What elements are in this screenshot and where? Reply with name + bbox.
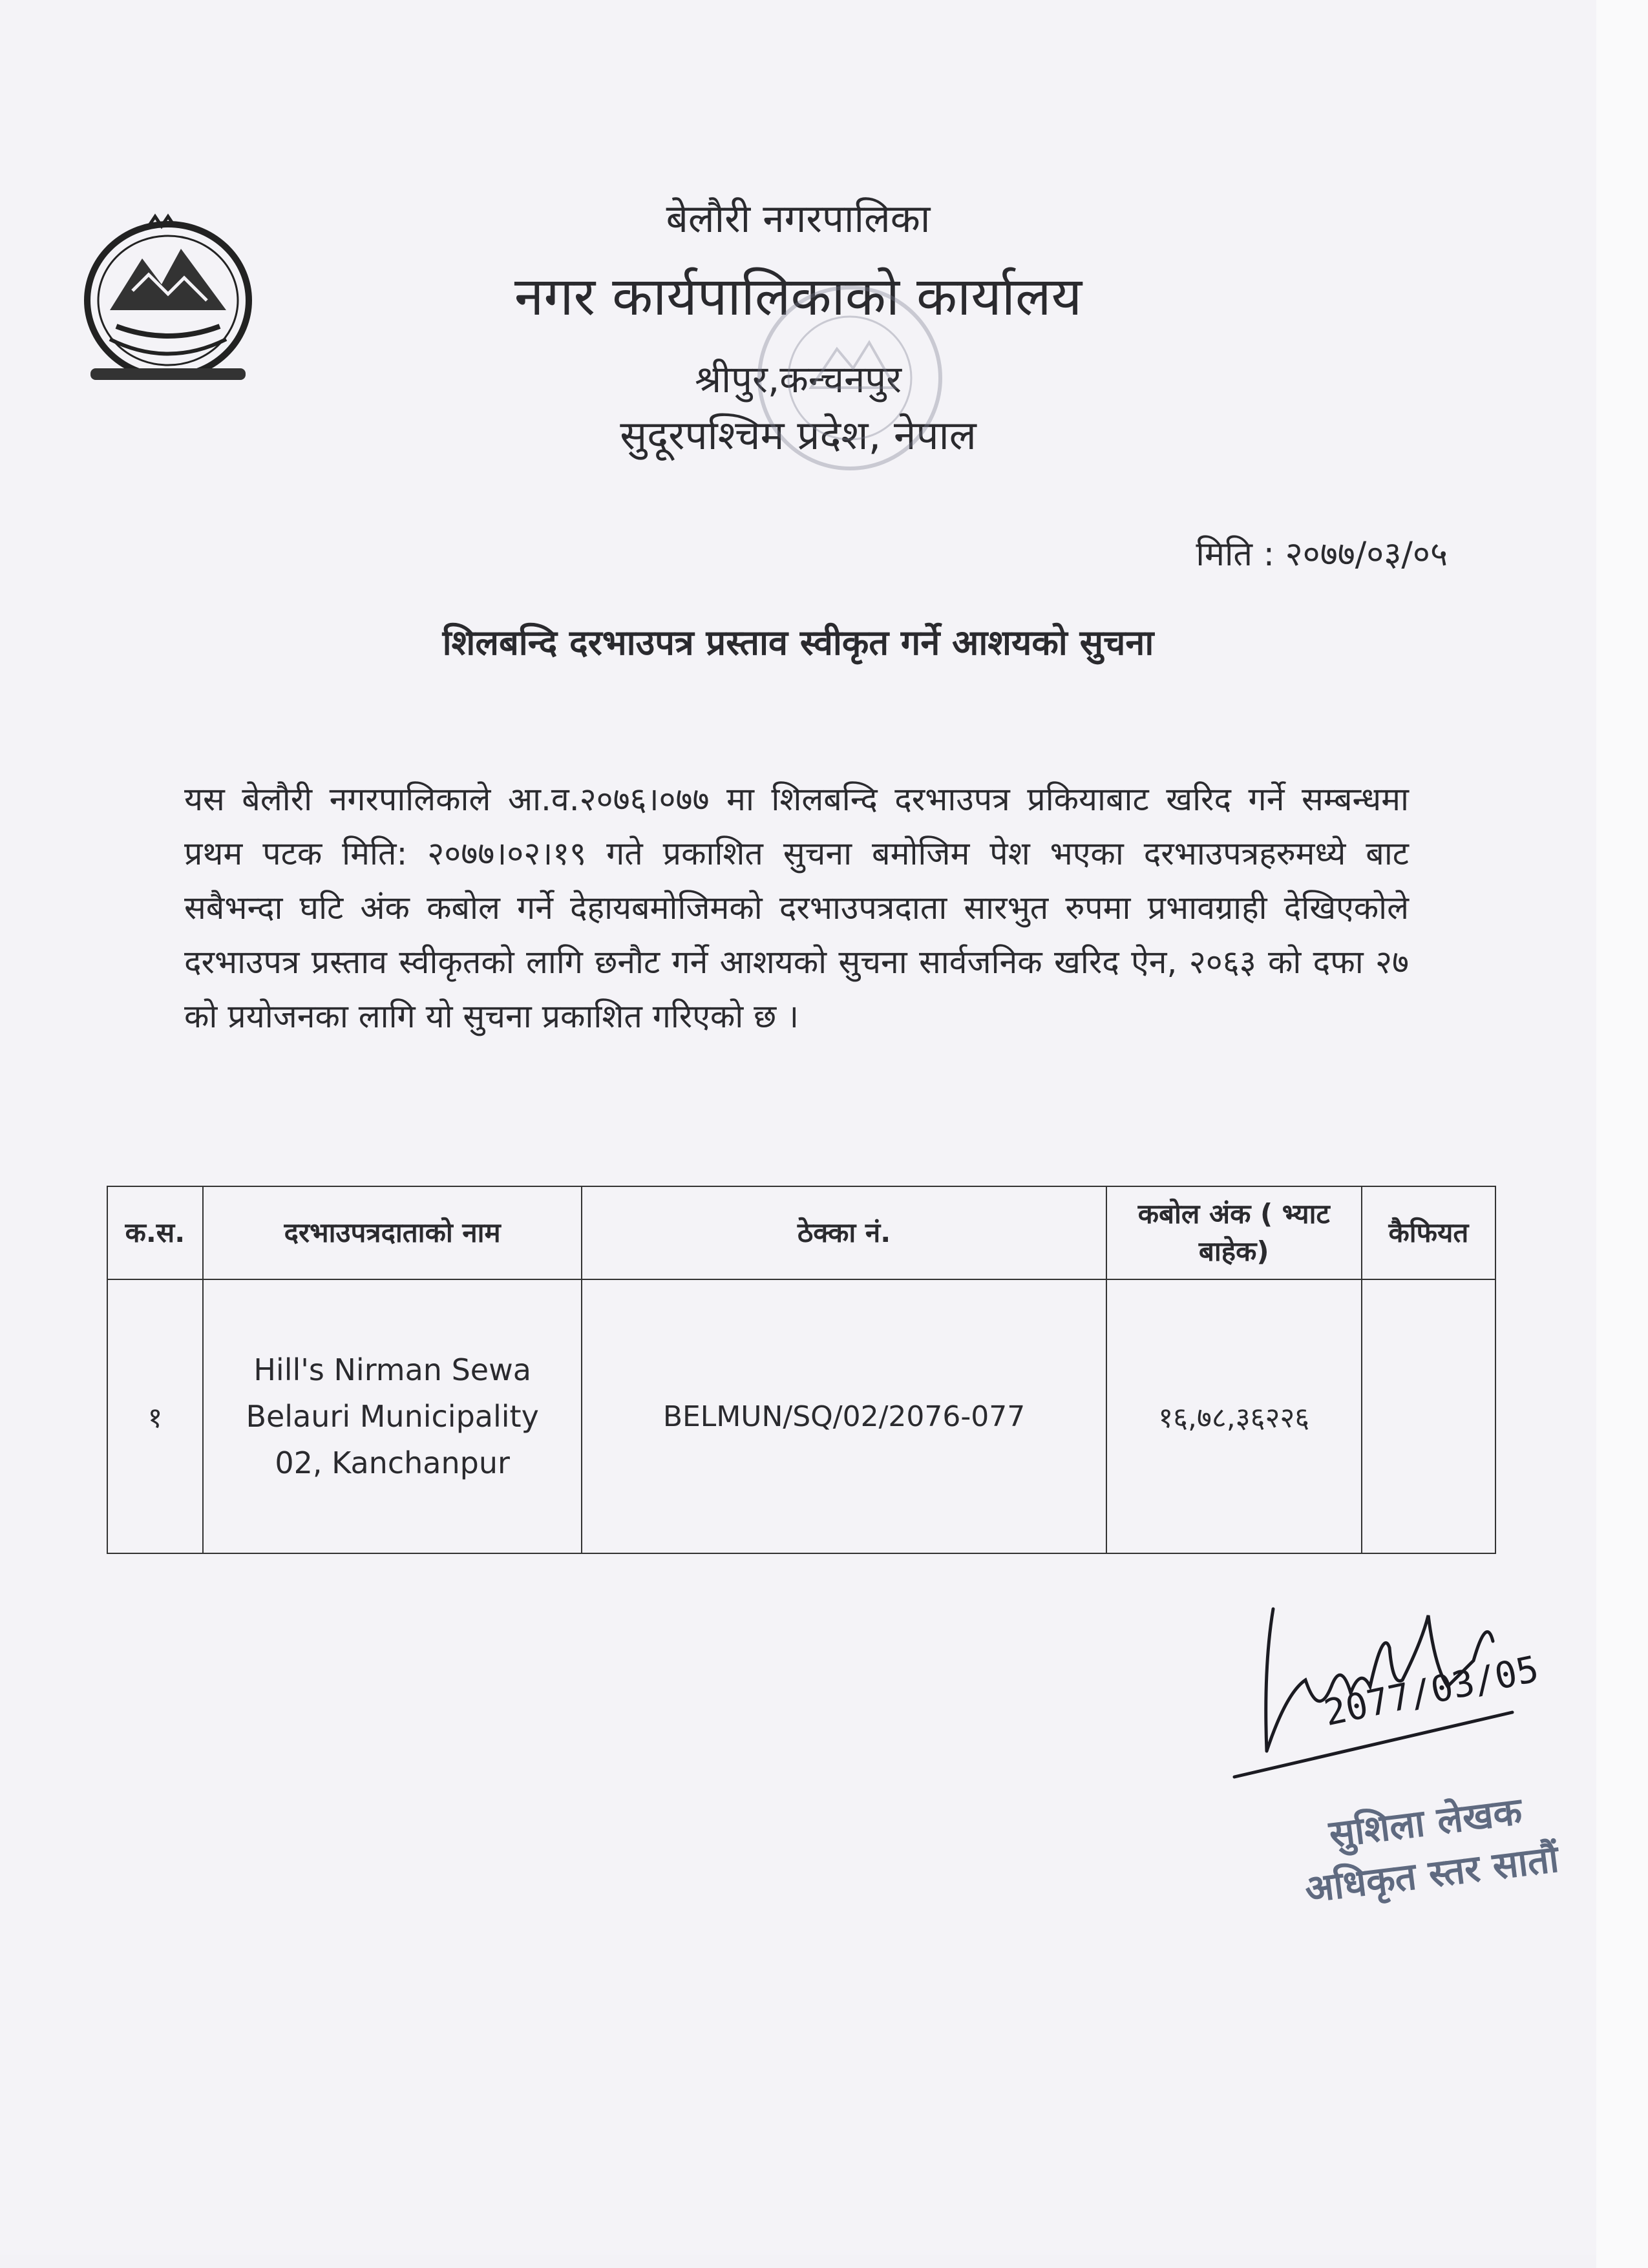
- cell-serial: १: [107, 1279, 203, 1553]
- bidder-name-line: Belauri Municipality: [246, 1399, 539, 1434]
- signatory-name: सुशिला लेखक: [1326, 1789, 1525, 1856]
- bidder-name-line: Hill's Nirman Sewa: [253, 1352, 531, 1387]
- office-seal-icon: [750, 278, 950, 478]
- table-header-row: [107, 1186, 1495, 1279]
- bid-table: [107, 1186, 1496, 1554]
- table-row: [107, 1279, 1495, 1553]
- office-address: श्रीपुर,कन्चनपुर: [695, 357, 902, 401]
- municipality-name: बेलौरी नगरपालिका: [666, 196, 931, 242]
- signatory-title: अधिकृत स्तर सातौं: [1302, 1836, 1561, 1911]
- office-name: नगर कार्यपालिकाको कार्यालय: [514, 266, 1083, 328]
- bidder-name-line: 02, Kanchanpur: [275, 1445, 510, 1480]
- page-edge: [1596, 0, 1648, 2268]
- notice-date: मिति : २०७७/०३/०५: [1196, 535, 1448, 574]
- notice-subject: शिलबन्दि दरभाउपत्र प्रस्ताव स्वीकृत गर्ने आशयको सुचना: [442, 622, 1154, 663]
- header-remarks: कैफियत: [1362, 1186, 1495, 1279]
- header-bid-amount: कबोल अंक ( भ्याट बाहेक): [1106, 1186, 1362, 1279]
- office-province: सुदूरपश्चिम प्रदेश, नेपाल: [620, 412, 977, 459]
- notice-body: यस बेलौरी नगरपालिकाले आ.व.२०७६।०७७ मा शिलबन्दि दरभाउपत्र प्रकियाबाट खरिद गर्ने सम्बन्धमा प्रथम पटक मिति: २०७७।०२।१९ गते प्रकाशित सुचना बमोजिम पेश भएका दरभाउपत्रहरुमध्ये बाट सबैभन्दा घटि अंक कबोल गर्ने देहायबमोजिमको दरभाउपत्रदाता सारभुत रुपमा प्रभावग्राही देखिएकोले दरभाउपत्र प्रस्ताव स्वीकृतको लागि छनौट गर्ने आशयको सुचना सार्वजनिक खरिद ऐन, २०६३ को दफा २७ को प्रयोजनका लागि यो सुचना प्रकाशित गरिएको छ ।: [184, 781, 1409, 1035]
- header-bidder-name: दरभाउपत्रदाताको नाम: [203, 1186, 582, 1279]
- signature-date: 2077/03/05: [1320, 1648, 1543, 1735]
- cell-contract-no: BELMUN/SQ/02/2076-077: [582, 1279, 1106, 1553]
- cell-remarks: [1362, 1279, 1495, 1553]
- header-contract-no: ठेक्का नं.: [582, 1186, 1106, 1279]
- header-serial: क.स.: [107, 1186, 203, 1279]
- cell-bidder-name: [203, 1279, 582, 1553]
- cell-bid-amount: १६,७८,३६२२६: [1106, 1279, 1362, 1553]
